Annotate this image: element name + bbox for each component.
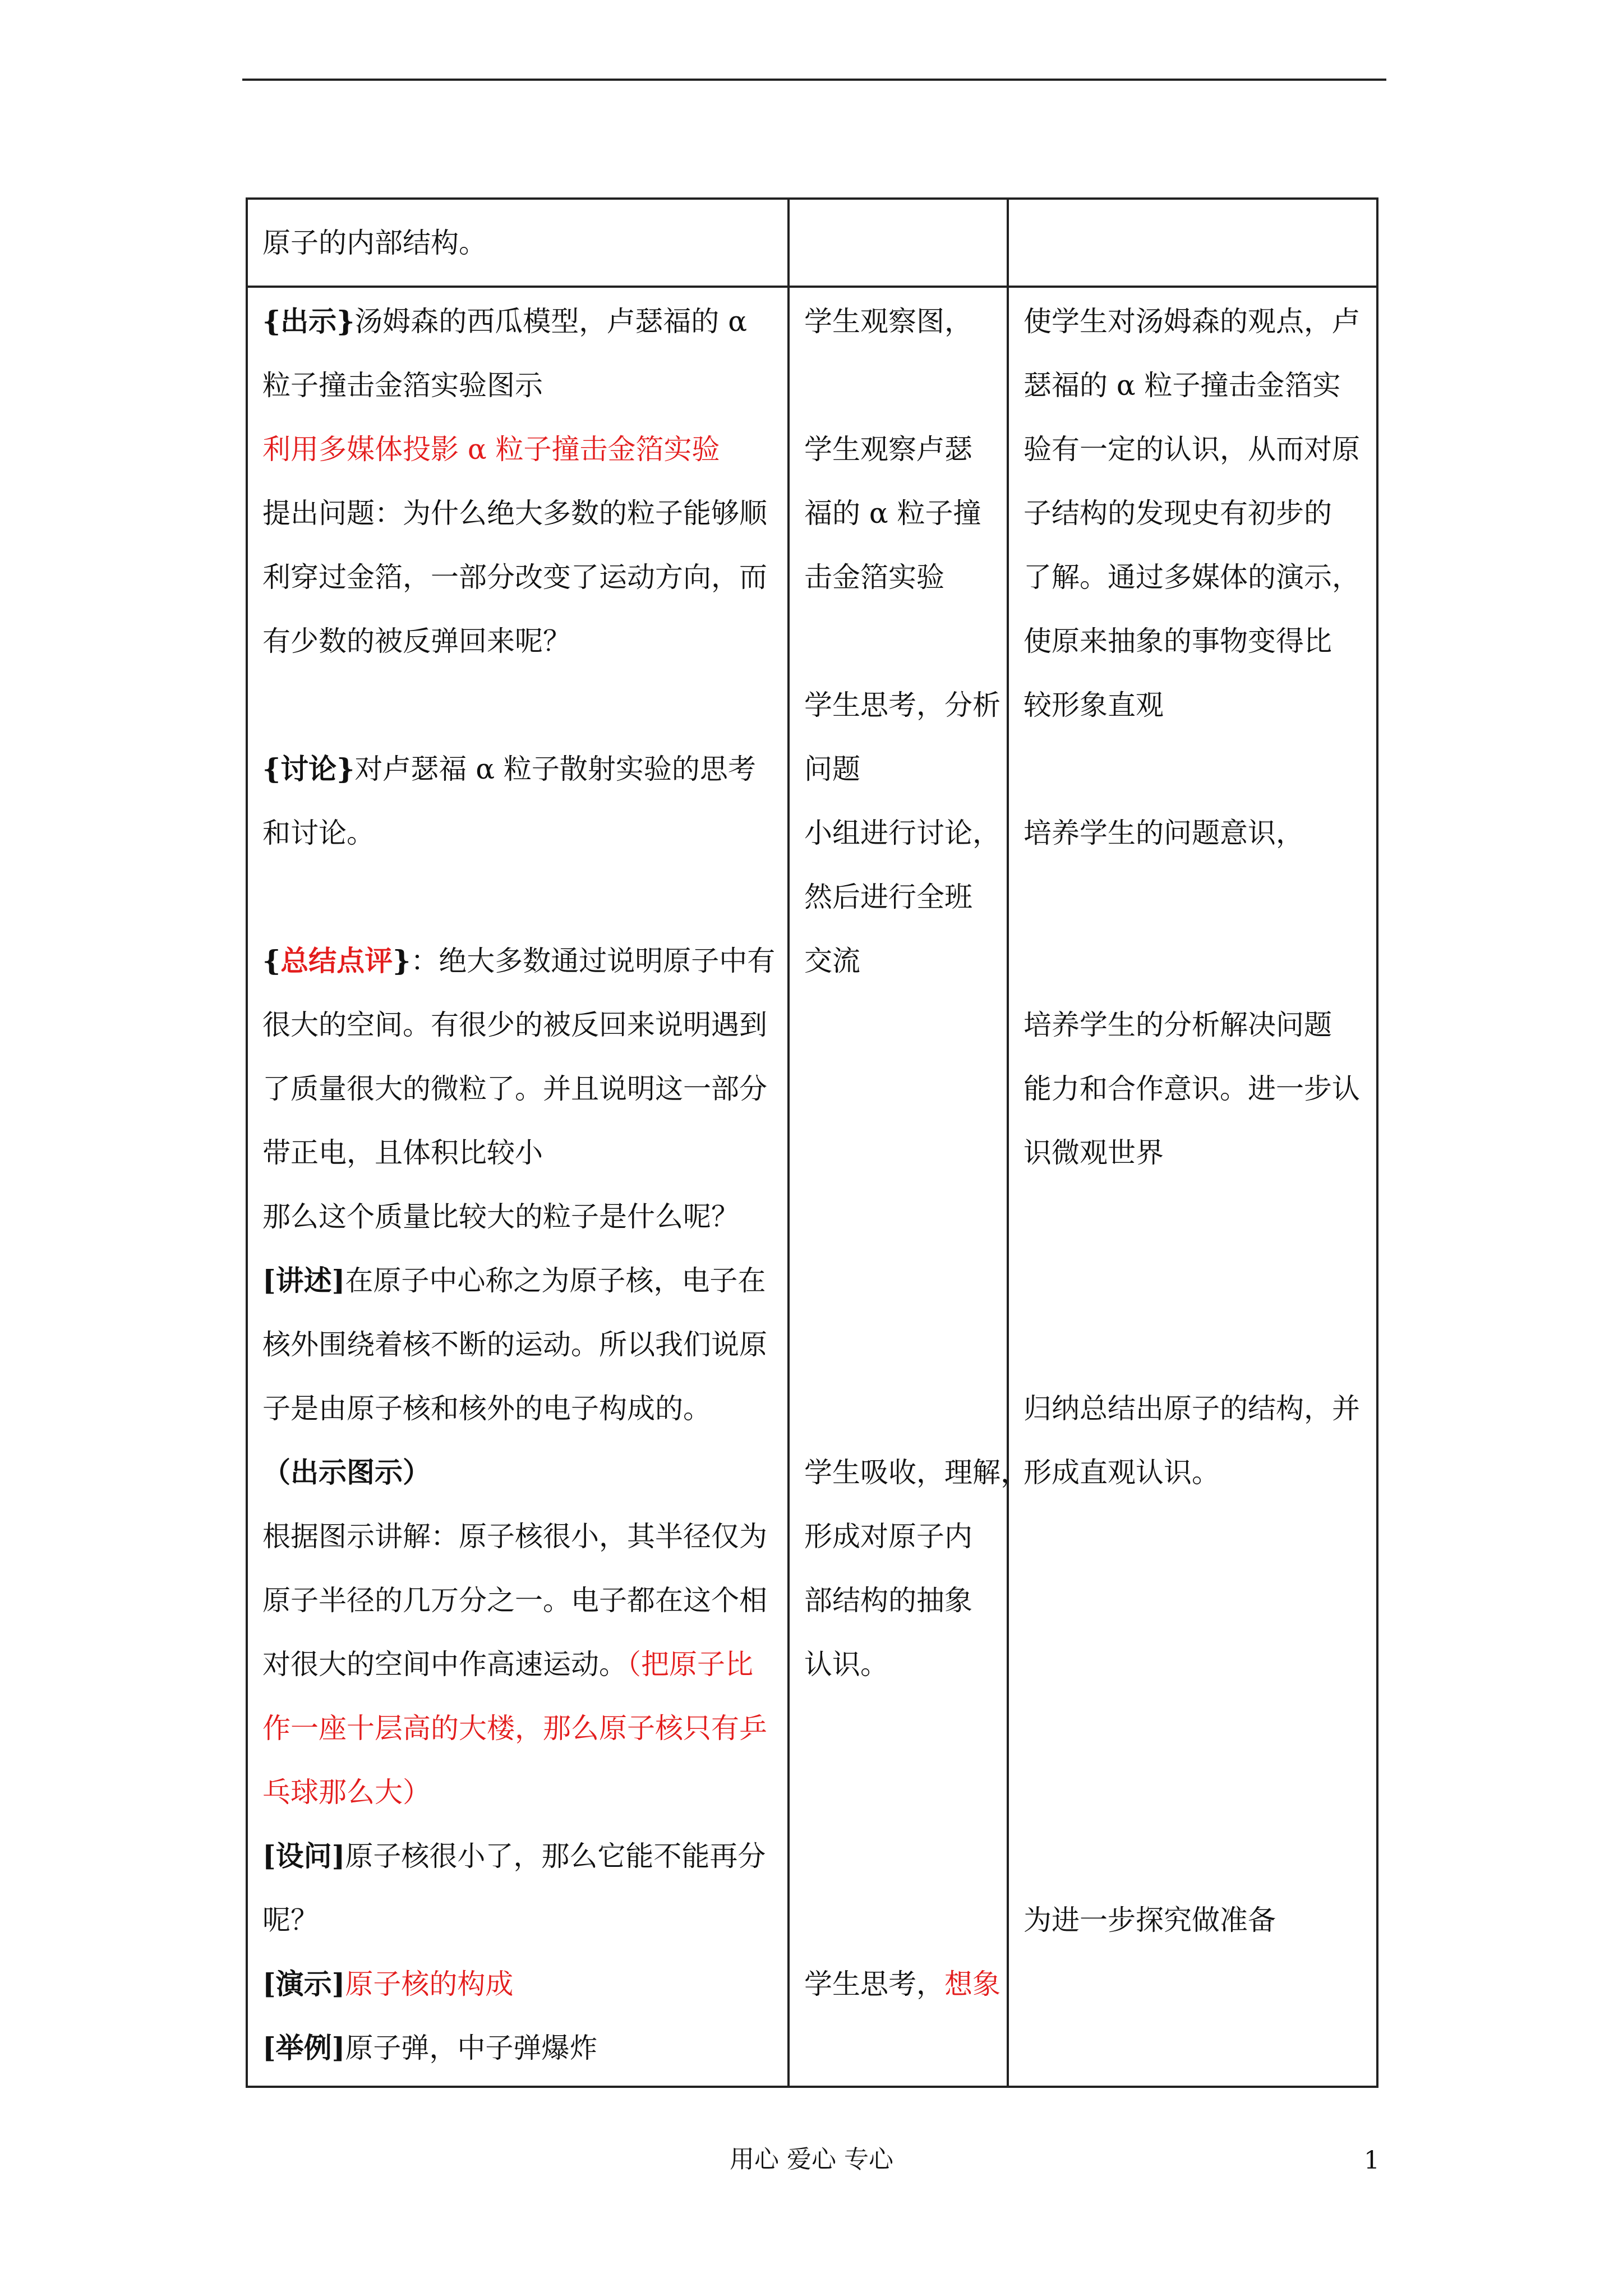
text-line: 带正电，且体积比较小 xyxy=(262,1137,543,1169)
text-line: {出示}汤姆森的西瓜模型，卢瑟福的 α xyxy=(262,305,747,338)
lesson-plan-table xyxy=(246,197,1378,2088)
text-line-bold: （出示图示） xyxy=(262,1456,431,1489)
text-line: 学生观察图， xyxy=(804,305,972,338)
text-line: 提出问题：为什么绝大多数的粒子能够顺 xyxy=(262,497,767,530)
text-line: 较形象直观 xyxy=(1023,689,1164,721)
tag-summary: 总结点评 xyxy=(280,944,393,977)
tag-demo: [演示] xyxy=(262,1967,345,2000)
header-rule xyxy=(242,79,1386,81)
text-line: 和讨论。 xyxy=(262,817,375,849)
text-line: 了质量很大的微粒了。并且说明这一部分 xyxy=(262,1073,767,1105)
text-line: 瑟福的 α 粒子撞击金箔实 xyxy=(1023,369,1341,402)
tag-example: [举例] xyxy=(262,2031,345,2064)
text-line: 小组进行讨论， xyxy=(804,817,1000,849)
text-line: 了解。通过多媒体的演示， xyxy=(1023,561,1360,593)
text-line: 培养学生的问题意识， xyxy=(1023,817,1304,849)
text-line: 学生思考，想象 xyxy=(804,1968,1000,2000)
text-line: 福的 α 粒子撞 xyxy=(804,497,981,530)
text-line: {讨论}对卢瑟福 α 粒子散射实验的思考 xyxy=(262,752,756,785)
text-line: 子是由原子核和核外的电子构成的。 xyxy=(262,1392,711,1425)
text-line: 问题 xyxy=(804,753,860,785)
text-line: 击金箔实验 xyxy=(804,561,944,593)
text-line: {总结点评}：绝大多数通过说明原子中有 xyxy=(262,944,776,977)
text-line: 原子半径的几万分之一。电子都在这个相 xyxy=(262,1584,767,1617)
text-line: 形成直观认识。 xyxy=(1023,1456,1220,1489)
page-number: 1 xyxy=(1364,2146,1380,2175)
text-line: 学生观察卢瑟 xyxy=(804,433,972,466)
text-line: 子结构的发现史有初步的 xyxy=(1023,497,1332,530)
text-line: 呢？ xyxy=(262,1904,319,1936)
text-line: 那么这个质量比较大的粒子是什么呢？ xyxy=(262,1200,739,1233)
text-line: 归纳总结出原子的结构，并 xyxy=(1023,1392,1360,1425)
text-line: 验有一定的认识，从而对原 xyxy=(1023,433,1360,466)
text-line: 为进一步探究做准备 xyxy=(1023,1904,1276,1936)
text-line: 很大的空间。有很少的被反回来说明遇到 xyxy=(262,1009,767,1041)
text-line: [设问]原子核很小了，那么它能不能再分 xyxy=(262,1839,766,1872)
footer-slogan: 用心 爱心 专心 xyxy=(730,2145,893,2174)
text-line: [演示]原子核的构成 xyxy=(262,1967,514,2000)
text-line: [举例]原子弹，中子弹爆炸 xyxy=(262,2031,598,2064)
text-line: 根据图示讲解：原子核很小，其半径仅为 xyxy=(262,1520,767,1553)
row-divider xyxy=(248,286,1376,288)
text-line: 部结构的抽象 xyxy=(804,1584,972,1617)
text-line-highlight: 利用多媒体投影 α 粒子撞击金箔实验 xyxy=(262,433,720,466)
column-divider-1 xyxy=(787,200,790,2086)
text-line: 使学生对汤姆森的观点，卢 xyxy=(1023,305,1360,338)
student-activity-cell xyxy=(804,289,1029,2016)
text-line: 学生思考，分析 xyxy=(804,689,1000,721)
text-line: 学生吸收，理解， xyxy=(804,1456,1029,1489)
text-line: 对很大的空间中作高速运动。（把原子比 xyxy=(262,1648,753,1681)
row1-col1-cell xyxy=(262,211,487,275)
design-intent-cell xyxy=(1023,289,1360,1952)
teacher-activity-cell xyxy=(262,289,775,2080)
text-line: [讲述]在原子中心称之为原子核，电子在 xyxy=(262,1264,766,1297)
text-line: 能力和合作意识。进一步认 xyxy=(1023,1073,1360,1105)
row1-col1-text: 原子的内部结构。 xyxy=(262,227,487,259)
text-line: 识微观世界 xyxy=(1023,1137,1164,1169)
text-line: 有少数的被反弹回来呢？ xyxy=(262,625,571,657)
text-line: 培养学生的分析解决问题 xyxy=(1023,1009,1332,1041)
text-line: 认识。 xyxy=(804,1648,888,1681)
tag-lecture: [讲述] xyxy=(262,1264,345,1297)
text-line-highlight: 作一座十层高的大楼，那么原子核只有乒 xyxy=(262,1712,767,1745)
text-line: 核外围绕着核不断的运动。所以我们说原 xyxy=(262,1328,767,1361)
tag-show: {出示} xyxy=(262,305,355,338)
text-line-highlight: 乓球那么大） xyxy=(262,1776,431,1809)
text-line: 然后进行全班 xyxy=(804,881,972,913)
text-line: 利穿过金箔，一部分改变了运动方向，而 xyxy=(262,561,767,593)
tag-discuss: {讨论} xyxy=(262,752,355,785)
text-line: 形成对原子内 xyxy=(804,1520,972,1553)
text-line: 粒子撞击金箔实验图示 xyxy=(262,369,543,402)
tag-question: [设问] xyxy=(262,1839,345,1872)
text-line: 交流 xyxy=(804,945,860,977)
text-line: 使原来抽象的事物变得比 xyxy=(1023,625,1332,657)
